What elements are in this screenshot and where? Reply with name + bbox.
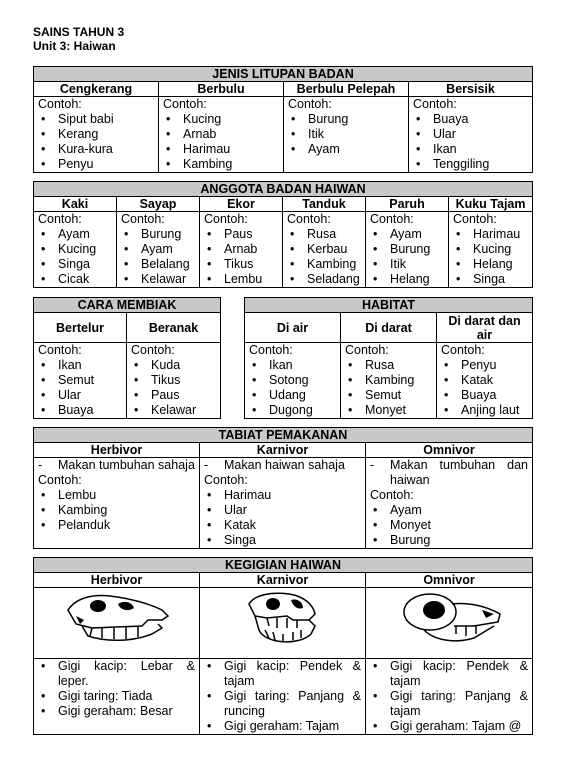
diet-description: - Makan tumbuhan sahaja (38, 458, 195, 473)
col-berbulu: Berbulu (159, 82, 284, 97)
cell-kaki (34, 212, 117, 288)
contoh-label: Contoh: (370, 212, 414, 226)
contoh-label: Contoh: (413, 97, 457, 111)
list-item: • Monyet (345, 403, 432, 418)
list-item: • Kambing (163, 157, 279, 172)
list-item: • Penyu (38, 157, 154, 172)
list-item: • Ikan (249, 358, 336, 373)
list-item: • Katak (204, 518, 361, 533)
list-item: • Kura-kura (38, 142, 154, 157)
unit-title: Unit 3: Haiwan (33, 39, 116, 53)
cell-karnivor-teeth (200, 659, 366, 735)
list-item: • Harimau (453, 227, 528, 242)
contoh-label: Contoh: (204, 473, 248, 487)
list-item: • Ayam (38, 227, 112, 242)
col-bertelur: Bertelur (34, 313, 127, 343)
cell-berbulu-pelepah (284, 97, 409, 173)
contoh-label: Contoh: (163, 97, 207, 111)
list-item: • Paus (204, 227, 278, 242)
omnivore-skull-cell (366, 588, 533, 659)
list-item: • Harimau (204, 488, 361, 503)
list-item: • Burung (288, 112, 404, 127)
col-berbulu-pelepah: Berbulu Pelepah (284, 82, 409, 97)
contoh-label: Contoh: (131, 343, 175, 357)
list-item: • Siput babi (38, 112, 154, 127)
list-item: • Singa (204, 533, 361, 548)
col-tanduk: Tanduk (283, 197, 366, 212)
list-item: • Ayam (288, 142, 404, 157)
list-item: • Monyet (370, 518, 528, 533)
list-item: • Burung (370, 242, 444, 257)
list-item: • Semut (38, 373, 122, 388)
membiak-title: CARA MEMBIAK (34, 298, 221, 313)
list-item: • Tikus (131, 373, 216, 388)
list-item: • Harimau (163, 142, 279, 157)
page-title: SAINS TAHUN 3 (33, 25, 125, 39)
list-item: • Kelawar (121, 272, 195, 287)
col-cengkerang: Cengkerang (34, 82, 159, 97)
contoh-label: Contoh: (370, 488, 414, 502)
col-sayap: Sayap (117, 197, 200, 212)
list-item: • Gigi taring: Panjang & tajam (370, 689, 528, 719)
kegigian-table (33, 557, 533, 735)
list-item: • Kambing (345, 373, 432, 388)
membiak-table (33, 297, 221, 419)
list-item: • Lembu (38, 488, 195, 503)
anggota-title: ANGGOTA BADAN HAIWAN (34, 182, 533, 197)
list-item: • Katak (441, 373, 528, 388)
tabiat-table (33, 427, 533, 549)
list-item: • Seladang (287, 272, 361, 287)
kegigian-title: KEGIGIAN HAIWAN (34, 558, 533, 573)
list-item: • Gigi taring: Tiada (38, 689, 195, 704)
habitat-table (244, 297, 533, 419)
list-item: • Ular (413, 127, 528, 142)
contoh-label: Contoh: (121, 212, 165, 226)
list-item: • Rusa (345, 358, 432, 373)
omnivore-skull-icon (394, 590, 504, 652)
contoh-label: Contoh: (441, 343, 485, 357)
col-omnivor: Omnivor (366, 443, 533, 458)
list-item: • Rusa (287, 227, 361, 242)
list-item: • Ikan (413, 142, 528, 157)
list-item: • Singa (453, 272, 528, 287)
contoh-label: Contoh: (345, 343, 389, 357)
list-item: • Semut (345, 388, 432, 403)
habitat-title: HABITAT (245, 298, 533, 313)
list-item: • Kucing (453, 242, 528, 257)
list-item: • Burung (121, 227, 195, 242)
list-item: • Anjing laut (441, 403, 528, 418)
list-item: • Paus (131, 388, 216, 403)
list-item: • Pelanduk (38, 518, 195, 533)
herbivore-skull-cell (34, 588, 200, 659)
col-di-darat: Di darat (341, 313, 437, 343)
list-item: • Cicak (38, 272, 112, 287)
col-karnivor: Karnivor (200, 443, 366, 458)
cell-omnivor-teeth (366, 659, 533, 735)
contoh-label: Contoh: (38, 343, 82, 357)
list-item: • Lembu (204, 272, 278, 287)
list-item: • Gigi geraham: Tajam (204, 719, 361, 734)
list-item: • Ular (204, 503, 361, 518)
col-paruh: Paruh (366, 197, 449, 212)
list-item: • Kucing (38, 242, 112, 257)
list-item: • Gigi geraham: Tajam @ (370, 719, 528, 734)
anggota-table (33, 181, 533, 288)
contoh-label: Contoh: (38, 212, 82, 226)
list-item: • Buaya (413, 112, 528, 127)
cell-bertelur (34, 343, 127, 419)
list-item: • Dugong (249, 403, 336, 418)
cell-berbulu (159, 97, 284, 173)
col-kuku-tajam: Kuku Tajam (449, 197, 533, 212)
list-item: • Ular (38, 388, 122, 403)
carnivore-skull-icon (243, 590, 323, 652)
list-item: • Gigi kacip: Lebar & leper. (38, 659, 195, 689)
list-item: • Kucing (163, 112, 279, 127)
col-di-darat-dan-air: Di darat dan air (437, 313, 533, 343)
list-item: • Sotong (249, 373, 336, 388)
cell-karnivor (200, 458, 366, 549)
list-item: • Gigi geraham: Besar (38, 704, 195, 719)
tabiat-title: TABIAT PEMAKANAN (34, 428, 533, 443)
col-ekor: Ekor (200, 197, 283, 212)
col-beranak: Beranak (127, 313, 221, 343)
list-item: • Kuda (131, 358, 216, 373)
litupan-title: JENIS LITUPAN BADAN (34, 67, 533, 82)
litupan-table (33, 66, 533, 173)
list-item: • Kerbau (287, 242, 361, 257)
list-item: • Kambing (287, 257, 361, 272)
col-karnivor: Karnivor (200, 573, 366, 588)
col-herbivor: Herbivor (34, 443, 200, 458)
cell-herbivor-teeth (34, 659, 200, 735)
cell-di-air (245, 343, 341, 419)
col-di-air: Di air (245, 313, 341, 343)
col-herbivor: Herbivor (34, 573, 200, 588)
list-item: • Itik (370, 257, 444, 272)
list-item: • Gigi kacip: Pendek & tajam (204, 659, 361, 689)
list-item: • Ikan (38, 358, 122, 373)
cell-kuku-tajam (449, 212, 533, 288)
list-item: • Helang (370, 272, 444, 287)
cell-bersisik (409, 97, 533, 173)
list-item: • Kerang (38, 127, 154, 142)
col-kaki: Kaki (34, 197, 117, 212)
contoh-label: Contoh: (38, 97, 82, 111)
cell-omnivor (366, 458, 533, 549)
contoh-label: Contoh: (453, 212, 497, 226)
list-item: • Belalang (121, 257, 195, 272)
list-item: • Kambing (38, 503, 195, 518)
diet-description: - Makan haiwan sahaja (204, 458, 361, 473)
list-item: • Udang (249, 388, 336, 403)
col-omnivor: Omnivor (366, 573, 533, 588)
herbivore-skull-icon (62, 590, 172, 652)
cell-paruh (366, 212, 449, 288)
contoh-label: Contoh: (287, 212, 331, 226)
cell-sayap (117, 212, 200, 288)
list-item: • Ayam (121, 242, 195, 257)
carnivore-skull-cell (200, 588, 366, 659)
cell-herbivor (34, 458, 200, 549)
list-item: • Penyu (441, 358, 528, 373)
list-item: • Kelawar (131, 403, 216, 418)
cell-cengkerang (34, 97, 159, 173)
cell-tanduk (283, 212, 366, 288)
contoh-label: Contoh: (38, 473, 82, 487)
cell-di-darat (341, 343, 437, 419)
list-item: • Ayam (370, 227, 444, 242)
diet-description: - Makan tumbuhan dan haiwan (370, 458, 528, 488)
list-item: • Buaya (38, 403, 122, 418)
list-item: • Itik (288, 127, 404, 142)
cell-ekor (200, 212, 283, 288)
col-bersisik: Bersisik (409, 82, 533, 97)
list-item: • Tenggiling (413, 157, 528, 172)
cell-beranak (127, 343, 221, 419)
list-item: • Buaya (441, 388, 528, 403)
contoh-label: Contoh: (204, 212, 248, 226)
list-item: • Singa (38, 257, 112, 272)
list-item: • Ayam (370, 503, 528, 518)
list-item: • Gigi kacip: Pendek & tajam (370, 659, 528, 689)
list-item: • Tikus (204, 257, 278, 272)
list-item: • Arnab (204, 242, 278, 257)
contoh-label: Contoh: (288, 97, 332, 111)
cell-di-darat-dan-air (437, 343, 533, 419)
list-item: • Arnab (163, 127, 279, 142)
list-item: • Helang (453, 257, 528, 272)
list-item: • Gigi taring: Panjang & runcing (204, 689, 361, 719)
list-item: • Burung (370, 533, 528, 548)
contoh-label: Contoh: (249, 343, 293, 357)
